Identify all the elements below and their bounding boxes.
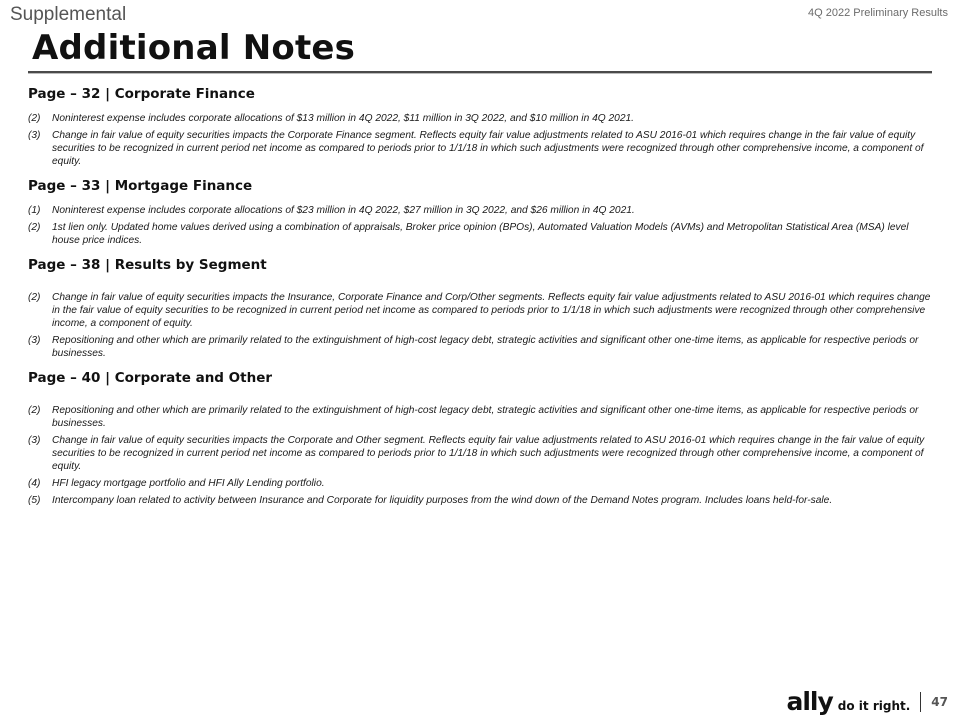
section-corporate-finance bbox=[28, 86, 934, 168]
note-list bbox=[28, 404, 934, 507]
section-results-by-segment bbox=[28, 257, 934, 360]
note-text: HFI legacy mortgage portfolio and HFI Ally Lending portfolio. bbox=[52, 478, 325, 489]
note-number: (3) bbox=[28, 130, 41, 141]
note-text: Noninterest expense includes corporate allocations of $23 million in 4Q 2022, $27 million in 3Q 2022, and $26 million in 4Q 2021. bbox=[52, 205, 635, 216]
note-item bbox=[28, 404, 934, 430]
page-title: Additional Notes bbox=[32, 28, 356, 68]
page-number: 47 bbox=[931, 694, 948, 709]
note-number: (3) bbox=[28, 435, 41, 446]
note-item bbox=[28, 204, 934, 217]
note-list bbox=[28, 204, 934, 247]
section-heading: Page – 38 | Results by Segment bbox=[28, 257, 267, 273]
logo-word: ally bbox=[786, 687, 833, 716]
spacer bbox=[28, 396, 934, 404]
section-mortgage-finance bbox=[28, 178, 934, 247]
note-text: Change in fair value of equity securities impacts the Corporate Finance segment. Reflects equity fair value adjustments related to ASU 2016-01 which requires change in the fair value of equity securities to be recognized in current period net income as compared to periods prior to 1/1/18 in which such adjustments were recognized through other comprehensive income, a component of equity. bbox=[52, 130, 924, 167]
report-label: 4Q 2022 Preliminary Results bbox=[807, 7, 948, 19]
note-number: (4) bbox=[28, 478, 41, 489]
note-number: (1) bbox=[28, 205, 41, 216]
note-item bbox=[28, 112, 934, 125]
note-number: (3) bbox=[28, 335, 41, 346]
logo-tagline: do it right. bbox=[837, 699, 911, 713]
section-corporate-and-other bbox=[28, 370, 934, 507]
note-text: Repositioning and other which are primarily related to the extinguishment of high-cost legacy debt, strategic activities and significant other one-time items, as applicable for respective periods or businesses. bbox=[52, 405, 919, 429]
spacer bbox=[28, 283, 934, 291]
notes-content bbox=[28, 86, 934, 517]
section-heading: Page – 40 | Corporate and Other bbox=[28, 370, 273, 386]
note-number: (2) bbox=[28, 222, 41, 233]
title-divider bbox=[28, 71, 932, 73]
footer-divider bbox=[920, 692, 921, 712]
note-text: Noninterest expense includes corporate allocations of $13 million in 4Q 2022, $11 million in 3Q 2022, and $10 million in 4Q 2021. bbox=[52, 113, 634, 124]
note-text: Intercompany loan related to activity between Insurance and Corporate for liquidity purposes from the wind down of the Demand Notes program. Includes loans held-for-sale. bbox=[52, 495, 833, 506]
note-list bbox=[28, 112, 934, 168]
note-item bbox=[28, 291, 934, 330]
note-item bbox=[28, 334, 934, 360]
ally-logo bbox=[786, 687, 910, 716]
section-label: Supplemental bbox=[10, 4, 127, 25]
note-text: 1st lien only. Updated home values derived using a combination of appraisals, Broker price opinion (BPOs), Automated Valuation Models (AVMs) and Metropolitan Statistical Area (MSA) level house price indices. bbox=[52, 222, 909, 246]
note-item bbox=[28, 434, 934, 473]
footer bbox=[786, 687, 948, 716]
note-number: (2) bbox=[28, 292, 41, 303]
note-item bbox=[28, 494, 934, 507]
note-text: Change in fair value of equity securities impacts the Corporate and Other segment. Reflects equity fair value adjustments related to ASU 2016-01 which requires change in the fair value of equity securities to be recognized in current period net income as compared to periods prior to 1/1/18 in which such adjustments were recognized through other comprehensive income, a component of equity. bbox=[52, 435, 925, 472]
note-item bbox=[28, 477, 934, 490]
note-item bbox=[28, 221, 934, 247]
section-heading: Page – 33 | Mortgage Finance bbox=[28, 178, 253, 194]
note-number: (2) bbox=[28, 113, 41, 124]
note-number: (5) bbox=[28, 495, 41, 506]
note-number: (2) bbox=[28, 405, 41, 416]
section-heading: Page – 32 | Corporate Finance bbox=[28, 86, 255, 102]
note-list bbox=[28, 291, 934, 360]
note-text: Change in fair value of equity securities impacts the Insurance, Corporate Finance and Corp/Other segments. Reflects equity fair value adjustments related to ASU 2016-01 which requires change in the fair value of equity securities to be recognized in current period net income as compared to periods prior to 1/1/18 in which such adjustments were recognized through other comprehensive income, a component of equity. bbox=[52, 292, 931, 329]
note-text: Repositioning and other which are primarily related to the extinguishment of high-cost legacy debt, strategic activities and significant other one-time items, as applicable for respective periods or businesses. bbox=[52, 335, 919, 359]
note-item bbox=[28, 129, 934, 168]
